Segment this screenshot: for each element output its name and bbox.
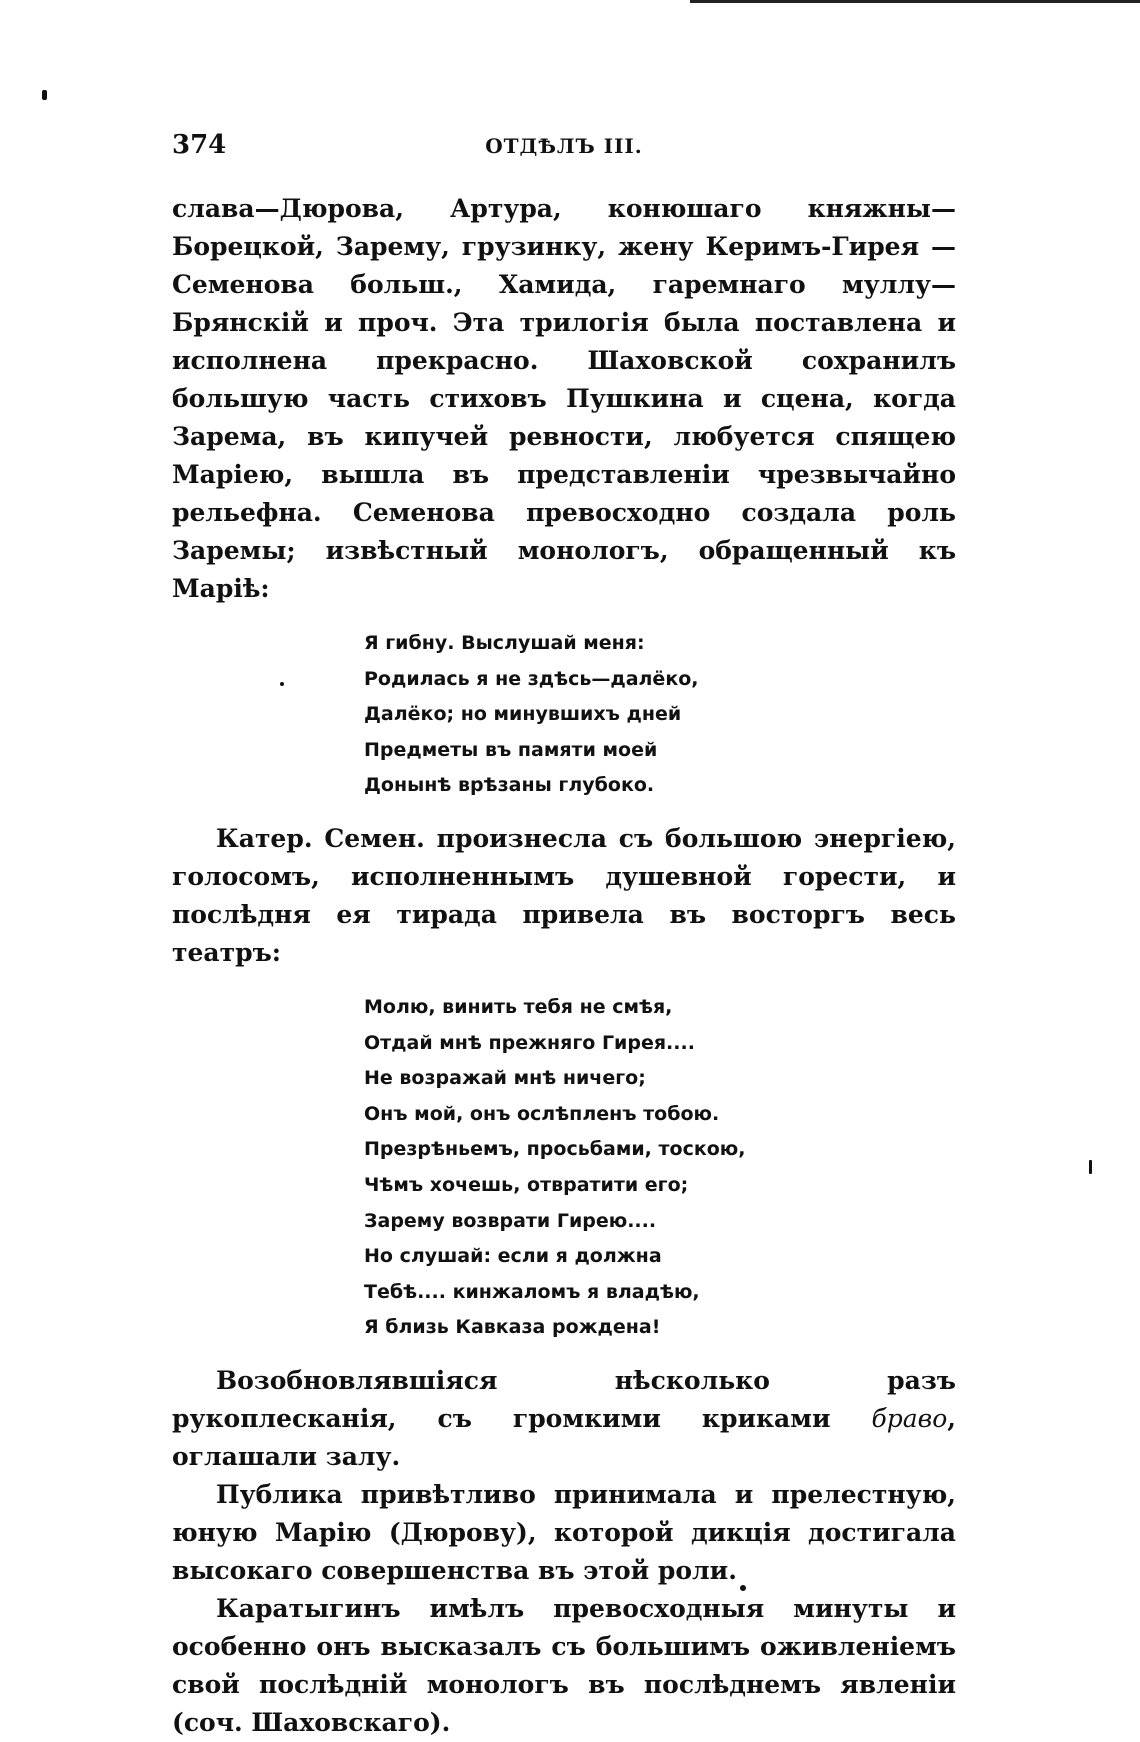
verse-block bbox=[364, 990, 956, 1346]
paragraph: Публика привѣтливо принимала и прелестную, юную Марію (Дюрову), которой дикція достигала высокаго совершенства въ этой роли. bbox=[172, 1479, 956, 1585]
paragraph: Катер. Семен. произнесла съ большою энергіею, голосомъ, исполненнымъ душевной горести, и послѣдня ея тирада привела въ восторгъ весь театръ: bbox=[172, 823, 956, 967]
verse-line: Не возражай мнѣ ничего; bbox=[364, 1067, 646, 1090]
verse-line: Донынѣ врѣзаны глубоко. bbox=[364, 774, 655, 797]
scan-speck bbox=[1089, 1160, 1092, 1174]
paragraph-text: , оглашали залу. bbox=[172, 1403, 956, 1471]
verse-line: Онъ мой, онъ ослѣпленъ тобою. bbox=[364, 1102, 720, 1125]
page-number: 374 bbox=[172, 130, 227, 160]
verse-line: Но слушай: если я должна bbox=[364, 1245, 662, 1268]
verse-line: Тебѣ.... кинжаломъ я владѣю, bbox=[364, 1280, 700, 1303]
verse-line: Я близь Кавказа рождена! bbox=[364, 1316, 661, 1339]
italic-word: браво bbox=[871, 1403, 948, 1433]
page-header bbox=[172, 130, 956, 170]
paragraph: Каратыгинъ имѣлъ превосходныя минуты и особенно онъ высказалъ съ большимъ оживленіемъ свой послѣдній монологъ въ послѣднемъ явленіи (соч. Шаховскаго). bbox=[172, 1593, 956, 1737]
verse-line: Далёко; но минувшихъ дней bbox=[364, 703, 682, 726]
verse-line: Родилась я не здѣсь—далёко, bbox=[364, 667, 699, 690]
verse-block bbox=[364, 626, 956, 804]
paragraph: слава—Дюрова, Артура, конюшаго княжны—Борецкой, Зарему, грузинку, жену Керимъ-Гирея —Семенова больш., Хамида, гаремнаго муллу—Брянскій и проч. Эта трилогія была поставлена и исполнена прекрасно. Шаховской сохранилъ большую часть стиховъ Пушкина и сцена, когда Зарема, въ кипучей ревности, любуется спящею Маріею, вышла въ представленіи чрезвычайно рельефна. Семенова превосходно создала роль Заремы; извѣстный монологъ, обращенный къ Маріѣ: bbox=[172, 194, 956, 603]
paragraph bbox=[172, 1362, 956, 1476]
page-body bbox=[172, 190, 956, 1742]
verse-line: Чѣмъ хочешь, отвратити его; bbox=[364, 1173, 689, 1196]
running-head: ОТДѢЛЪ III. bbox=[485, 134, 643, 158]
verse-line: Отдай мнѣ прежняго Гирея.... bbox=[364, 1031, 695, 1054]
verse-line: Предметы въ памяти моей bbox=[364, 738, 658, 761]
verse-line: Презрѣньемъ, просьбами, тоскою, bbox=[364, 1138, 746, 1161]
verse-line: Зарему возврати Гирею.... bbox=[364, 1209, 657, 1232]
scan-speck bbox=[42, 90, 47, 100]
verse-line: Молю, винить тебя не смѣя, bbox=[364, 995, 673, 1018]
verse-line: Я гибну. Выслушай меня: bbox=[364, 632, 645, 654]
scan-edge-line bbox=[690, 0, 1140, 3]
paragraph-text: Возобновлявшіяся нѣсколько разъ рукоплесканія, съ громкими криками bbox=[172, 1365, 956, 1433]
